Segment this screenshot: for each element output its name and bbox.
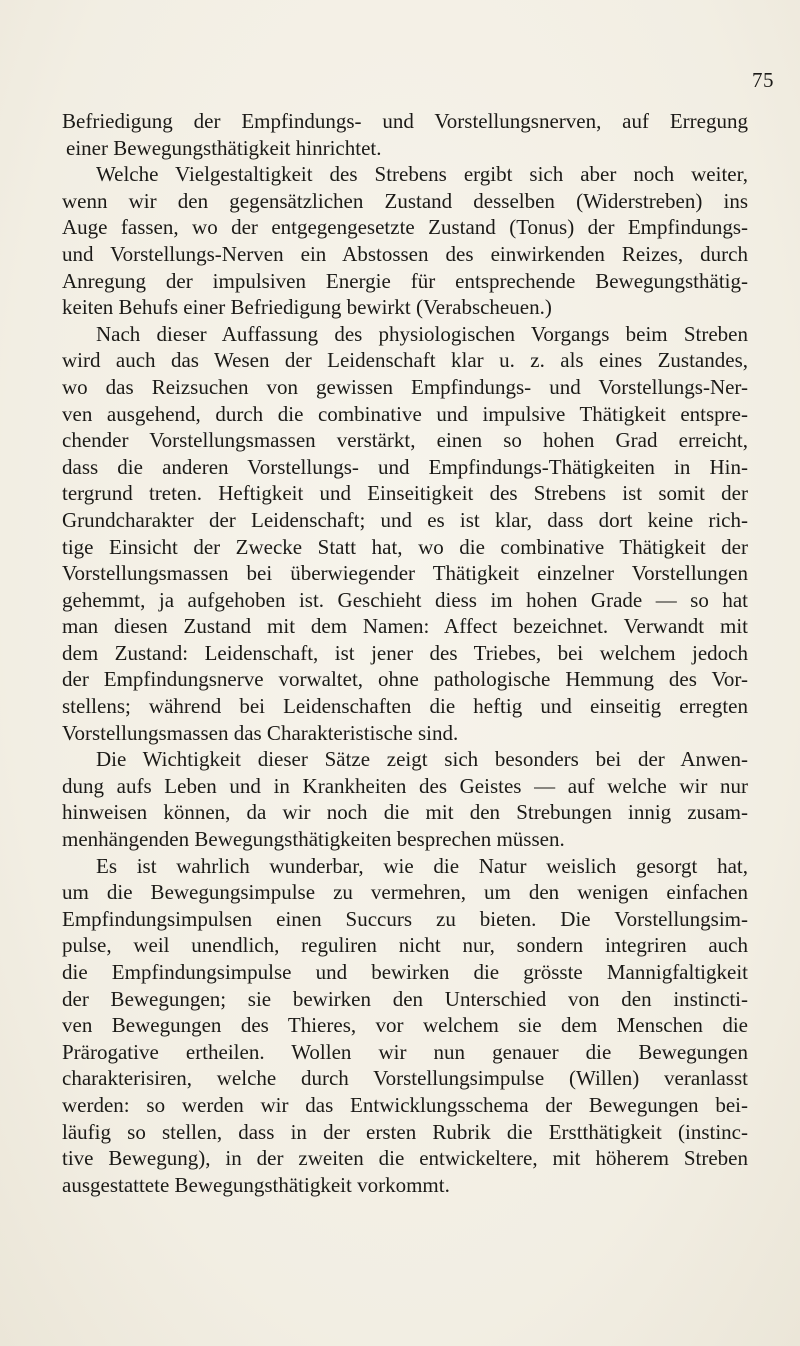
text-line: werden: so werden wir das Entwicklungsschema der Bewegungen bei- (62, 1092, 748, 1117)
text-line: ausgestattete Bewegungsthätigkeit vorkommt. (62, 1172, 450, 1197)
text-line: Welche Vielgestaltigkeit des Strebens ergibt sich aber noch weiter, (96, 162, 748, 187)
text-line: keiten Behufs einer Befriedigung bewirkt (Verabscheuen.) (62, 295, 552, 320)
text-line: Empfindungsimpulsen einen Succurs zu bieten. Die Vorstellungsim- (62, 906, 748, 931)
text-line: dass die anderen Vorstellungs- und Empfindungs-Thätigkeiten in Hin- (62, 454, 748, 479)
text-line: um die Bewegungsimpulse zu vermehren, um den wenigen einfachen (62, 880, 748, 905)
text-line: Die Wichtigkeit dieser Sätze zeigt sich besonders bei der Anwen- (96, 747, 748, 772)
text-line: Es ist wahrlich wunderbar, wie die Natur weislich gesorgt hat, (96, 853, 748, 878)
text-line: tige Einsicht der Zwecke Statt hat, wo die combinative Thätigkeit der (62, 534, 748, 559)
text-line: dem Zustand: Leidenschaft, ist jener des Triebes, bei welchem jedoch (62, 640, 748, 665)
text-line: wird auch das Wesen der Leidenschaft klar u. z. als eines Zustandes, (62, 348, 748, 373)
text-line: Prärogative ertheilen. Wollen wir nun genauer die Bewegungen (62, 1039, 748, 1064)
text-line: Befriedigung der Empfindungs- und Vorstellungsnerven, auf Erregung (62, 109, 748, 133)
text-line: und Vorstellungs-Nerven ein Abstossen des einwirkenden Reizes, durch (62, 241, 748, 266)
text-line: charakterisiren, welche durch Vorstellungsimpulse (Willen) veranlasst (62, 1066, 748, 1091)
text-line: tergrund treten. Heftigkeit und Einseitigkeit des Strebens ist somit der (62, 481, 748, 506)
text-line: Vorstellungsmassen bei überwiegender Thätigkeit einzelner Vorstellungen (62, 561, 748, 586)
body-text (62, 108, 748, 1198)
text-line: dung aufs Leben und in Krankheiten des Geistes — auf welche wir nur (62, 773, 748, 798)
page-number: 75 (752, 68, 774, 92)
text-line: wo das Reizsuchen von gewissen Empfindungs- und Vorstellungs-Ner- (62, 374, 748, 399)
text-line: ven Bewegungen des Thieres, vor welchem sie dem Menschen die (62, 1013, 748, 1038)
text-line: Vorstellungsmassen das Charakteristische sind. (62, 720, 459, 745)
text-line: Grundcharakter der Leidenschaft; und es ist klar, dass dort keine rich- (62, 507, 748, 532)
text-line: chender Vorstellungsmassen verstärkt, einen so hohen Grad erreicht, (62, 428, 748, 453)
text-line: Auge fassen, wo der entgegengesetzte Zustand (Tonus) der Empfindungs- (62, 215, 748, 240)
text-line: läufig so stellen, dass in der ersten Rubrik die Erstthätigkeit (instinc- (62, 1119, 748, 1144)
text-line: man diesen Zustand mit dem Namen: Affect bezeichnet. Verwandt mit (62, 614, 748, 639)
text-line: die Empfindungsimpulse und bewirken die grösste Mannigfaltigkeit (62, 960, 748, 984)
text-line: tive Bewegung), in der zweiten die entwickeltere, mit höherem Streben (62, 1146, 748, 1171)
text-line: wenn wir den gegensätzlichen Zustand desselben (Widerstreben) ins (62, 188, 748, 213)
text-line: hinweisen können, da wir noch die mit den Strebungen innig zusam- (62, 800, 748, 825)
text-line: Anregung der impulsiven Energie für entsprechende Bewegungsthätig- (62, 268, 748, 293)
text-line: Nach dieser Auffassung des physiologischen Vorgangs beim Streben (96, 321, 748, 346)
text-line: der Empfindungsnerve vorwaltet, ohne pathologische Hemmung des Vor- (62, 667, 748, 692)
text-line: der Bewegungen; sie bewirken den Unterschied von den instincti- (62, 986, 748, 1011)
text-line: stellens; während bei Leidenschaften die heftig und einseitig erregten (62, 694, 748, 719)
text-line: einer Bewegungsthätigkeit hinrichtet. (66, 135, 382, 160)
text-line: menhängenden Bewegungsthätigkeiten besprechen müssen. (62, 827, 565, 852)
text-line: gehemmt, ja aufgehoben ist. Geschieht diess im hohen Grade — so hat (62, 587, 748, 612)
text-line: pulse, weil unendlich, reguliren nicht nur, sondern integriren auch (62, 933, 748, 958)
text-line: ven ausgehend, durch die combinative und impulsive Thätigkeit entspre- (62, 401, 748, 426)
